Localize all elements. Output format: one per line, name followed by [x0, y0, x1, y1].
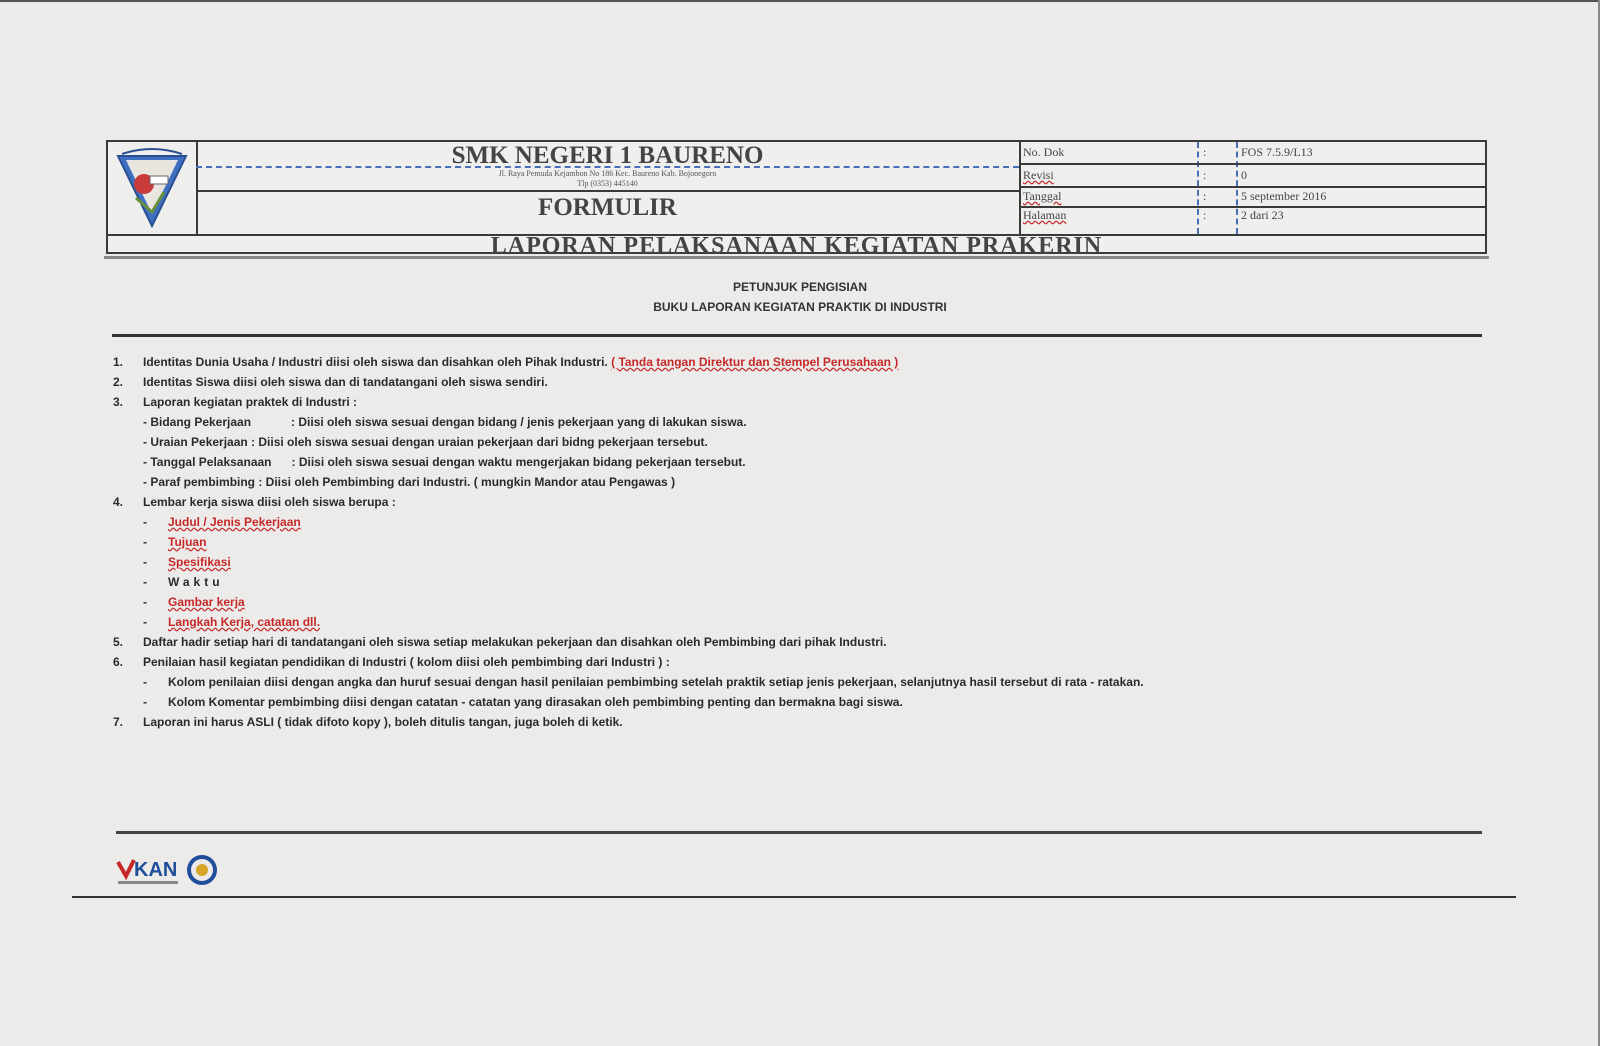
flagged-text: Langkah Kerja, catatan dll. [168, 615, 321, 629]
bullet-dash: - [143, 555, 147, 569]
sub-item-text: - Paraf pembimbing : Diisi oleh Pembimbing dari Industri. ( mungkin Mandor atau Pengawas ) [143, 475, 676, 489]
instruction-item [113, 572, 1513, 592]
item-text [168, 592, 245, 612]
header-underline [104, 256, 1489, 259]
item-text [168, 692, 903, 712]
item-text [143, 432, 708, 452]
section-rule [112, 334, 1482, 337]
flagged-text: Spesifikasi [168, 555, 231, 569]
instruction-item [113, 392, 1513, 412]
instruction-item [113, 372, 1513, 392]
item-number: 7. [113, 715, 124, 729]
doc-info-value: 2 dari 23 [1241, 208, 1284, 222]
instruction-item [113, 672, 1513, 692]
item-text [143, 492, 396, 512]
item-body-text: Identitas Dunia Usaha / Industri diisi oleh siswa dan disahkan oleh Pihak Industri. [143, 355, 612, 369]
doc-info-row [1019, 142, 1485, 165]
doc-info-row [1019, 188, 1485, 208]
instruction-item [113, 512, 1513, 532]
item-body-text: Kolom penilaian diisi dengan angka dan huruf sesuai dengan hasil penilaian pembimbing setelah praktik setiap jenis pekerjaan, selanjutnya hasil tersebut di rata - ratakan. [168, 675, 1144, 689]
item-body-text: Laporan kegiatan praktek di Industri : [143, 395, 358, 409]
instruction-item [113, 412, 1513, 432]
instruction-item [113, 352, 1513, 372]
sub-item-text: - Tanggal Pelaksanaan : Diisi oleh siswa sesuai dengan waktu mengerjakan bidang pekerjaan tersebut. [143, 455, 746, 469]
item-number: 2. [113, 375, 124, 389]
instruction-item [113, 452, 1513, 472]
item-number: 5. [113, 635, 124, 649]
item-text [168, 552, 231, 572]
item-text [143, 472, 675, 492]
item-text [168, 612, 320, 632]
spaced-text: Waktu [168, 575, 224, 589]
kan-accreditation-logo [116, 852, 226, 892]
instruction-item [113, 652, 1513, 672]
instruction-item [113, 532, 1513, 552]
instructions-list [113, 352, 1513, 732]
item-body-text: Daftar hadir setiap hari di tandatangani oleh siswa setiap melakukan pekerjaan dan disahkan oleh Pembimbing dari pihak Industri. [143, 635, 887, 649]
doc-info-colon: : [1203, 208, 1207, 222]
instruction-item [113, 712, 1513, 732]
sub-item-text: - Uraian Pekerjaan : Diisi oleh siswa sesuai dengan uraian pekerjaan dari bidng pekerjaan tersebut. [143, 435, 708, 449]
item-text [168, 532, 206, 552]
form-title-row [108, 234, 1485, 254]
item-text [143, 412, 747, 432]
bullet-dash: - [143, 575, 147, 589]
document-header-table [106, 140, 1487, 254]
doc-info-row [1019, 165, 1485, 188]
doc-info-label: No. Dok [1023, 145, 1065, 159]
item-text [143, 392, 357, 412]
doc-info-value: 5 september 2016 [1241, 189, 1327, 203]
doc-info-colon: : [1203, 145, 1207, 159]
item-body-text: Laporan ini harus ASLI ( tidak difoto kopy ), boleh ditulis tangan, juga boleh di ketik. [143, 715, 623, 729]
school-name: SMK NEGERI 1 BAURENO [451, 142, 764, 169]
instruction-item [113, 492, 1513, 512]
school-address [196, 169, 1019, 189]
instruction-item [113, 592, 1513, 612]
dashed-guide-line [196, 166, 1019, 168]
svg-text:KAN: KAN [134, 859, 178, 881]
address-line-2: Tlp (0353) 445140 [577, 179, 638, 188]
flagged-text: ( Tanda tangan Direktur dan Stempel Perusahaan ) [611, 355, 899, 369]
instruction-item [113, 472, 1513, 492]
item-text [143, 652, 670, 672]
item-text [143, 712, 623, 732]
instructions-subtitle: BUKU LAPORAN KEGIATAN PRAKTIK DI INDUSTRI [653, 300, 947, 314]
item-body-text: Penilaian hasil kegiatan pendidikan di Industri ( kolom diisi oleh pembimbing dari Industri ) : [143, 655, 670, 669]
item-body-text: Lembar kerja siswa diisi oleh siswa berupa : [143, 495, 396, 509]
school-logo-cell [108, 142, 198, 234]
form-type-label: FORMULIR [538, 194, 677, 221]
bullet-dash: - [143, 615, 147, 629]
sub-item-text: - Bidang Pekerjaan : Diisi oleh siswa sesuai dengan bidang / jenis pekerjaan yang di lakukan siswa. [143, 415, 747, 429]
doc-info-row [1019, 208, 1485, 234]
instruction-item [113, 612, 1513, 632]
item-text [143, 372, 548, 392]
instruction-item [113, 552, 1513, 572]
item-number: 4. [113, 495, 124, 509]
item-text [143, 452, 746, 472]
item-text [168, 512, 301, 532]
bullet-dash: - [143, 675, 147, 689]
flagged-text: Gambar kerja [168, 595, 245, 609]
item-number: 6. [113, 655, 124, 669]
item-text [143, 632, 887, 652]
school-emblem-icon [108, 142, 196, 234]
header-center-cell [196, 142, 1021, 234]
item-text [168, 572, 224, 592]
item-text [168, 672, 1144, 692]
instruction-item [113, 432, 1513, 452]
doc-info-label: Halaman [1023, 208, 1067, 222]
document-info-cell [1019, 142, 1485, 234]
page-top-border [0, 0, 1600, 2]
doc-info-label: Revisi [1023, 168, 1054, 182]
kan-logo-icon [116, 852, 226, 892]
doc-info-value: 0 [1241, 168, 1247, 182]
instructions-title: PETUNJUK PENGISIAN [732, 280, 868, 294]
instruction-item [113, 632, 1513, 652]
item-body-text: Kolom Komentar pembimbing diisi dengan catatan - catatan yang dirasakan oleh pembimbing penting dan bermakna bagi siswa. [168, 695, 903, 709]
instruction-item [113, 692, 1513, 712]
footer-rule [116, 831, 1482, 834]
bullet-dash: - [143, 595, 147, 609]
center-divider [196, 190, 1019, 192]
bullet-dash: - [143, 515, 147, 529]
bullet-dash: - [143, 535, 147, 549]
item-number: 3. [113, 395, 124, 409]
address-line-1: Jl. Raya Pemuda Kejambon No 186 Kec. Baureno Kab. Bojonegoro [498, 169, 717, 178]
item-text [143, 352, 898, 372]
doc-info-value: FOS 7.5.9/L13 [1241, 145, 1313, 159]
bullet-dash: - [143, 695, 147, 709]
item-body-text: Identitas Siswa diisi oleh siswa dan di tandatangani oleh siswa sendiri. [143, 375, 548, 389]
page-bottom-rule [72, 896, 1516, 898]
flagged-text: Tujuan [168, 535, 207, 549]
item-number: 1. [113, 355, 124, 369]
doc-info-label: Tanggal [1023, 189, 1062, 203]
doc-info-colon: : [1203, 168, 1207, 182]
flagged-text: Judul / Jenis Pekerjaan [168, 515, 301, 529]
doc-info-colon: : [1203, 189, 1207, 203]
form-title: LAPORAN PELAKSANAAN KEGIATAN PRAKERIN [490, 234, 1103, 254]
